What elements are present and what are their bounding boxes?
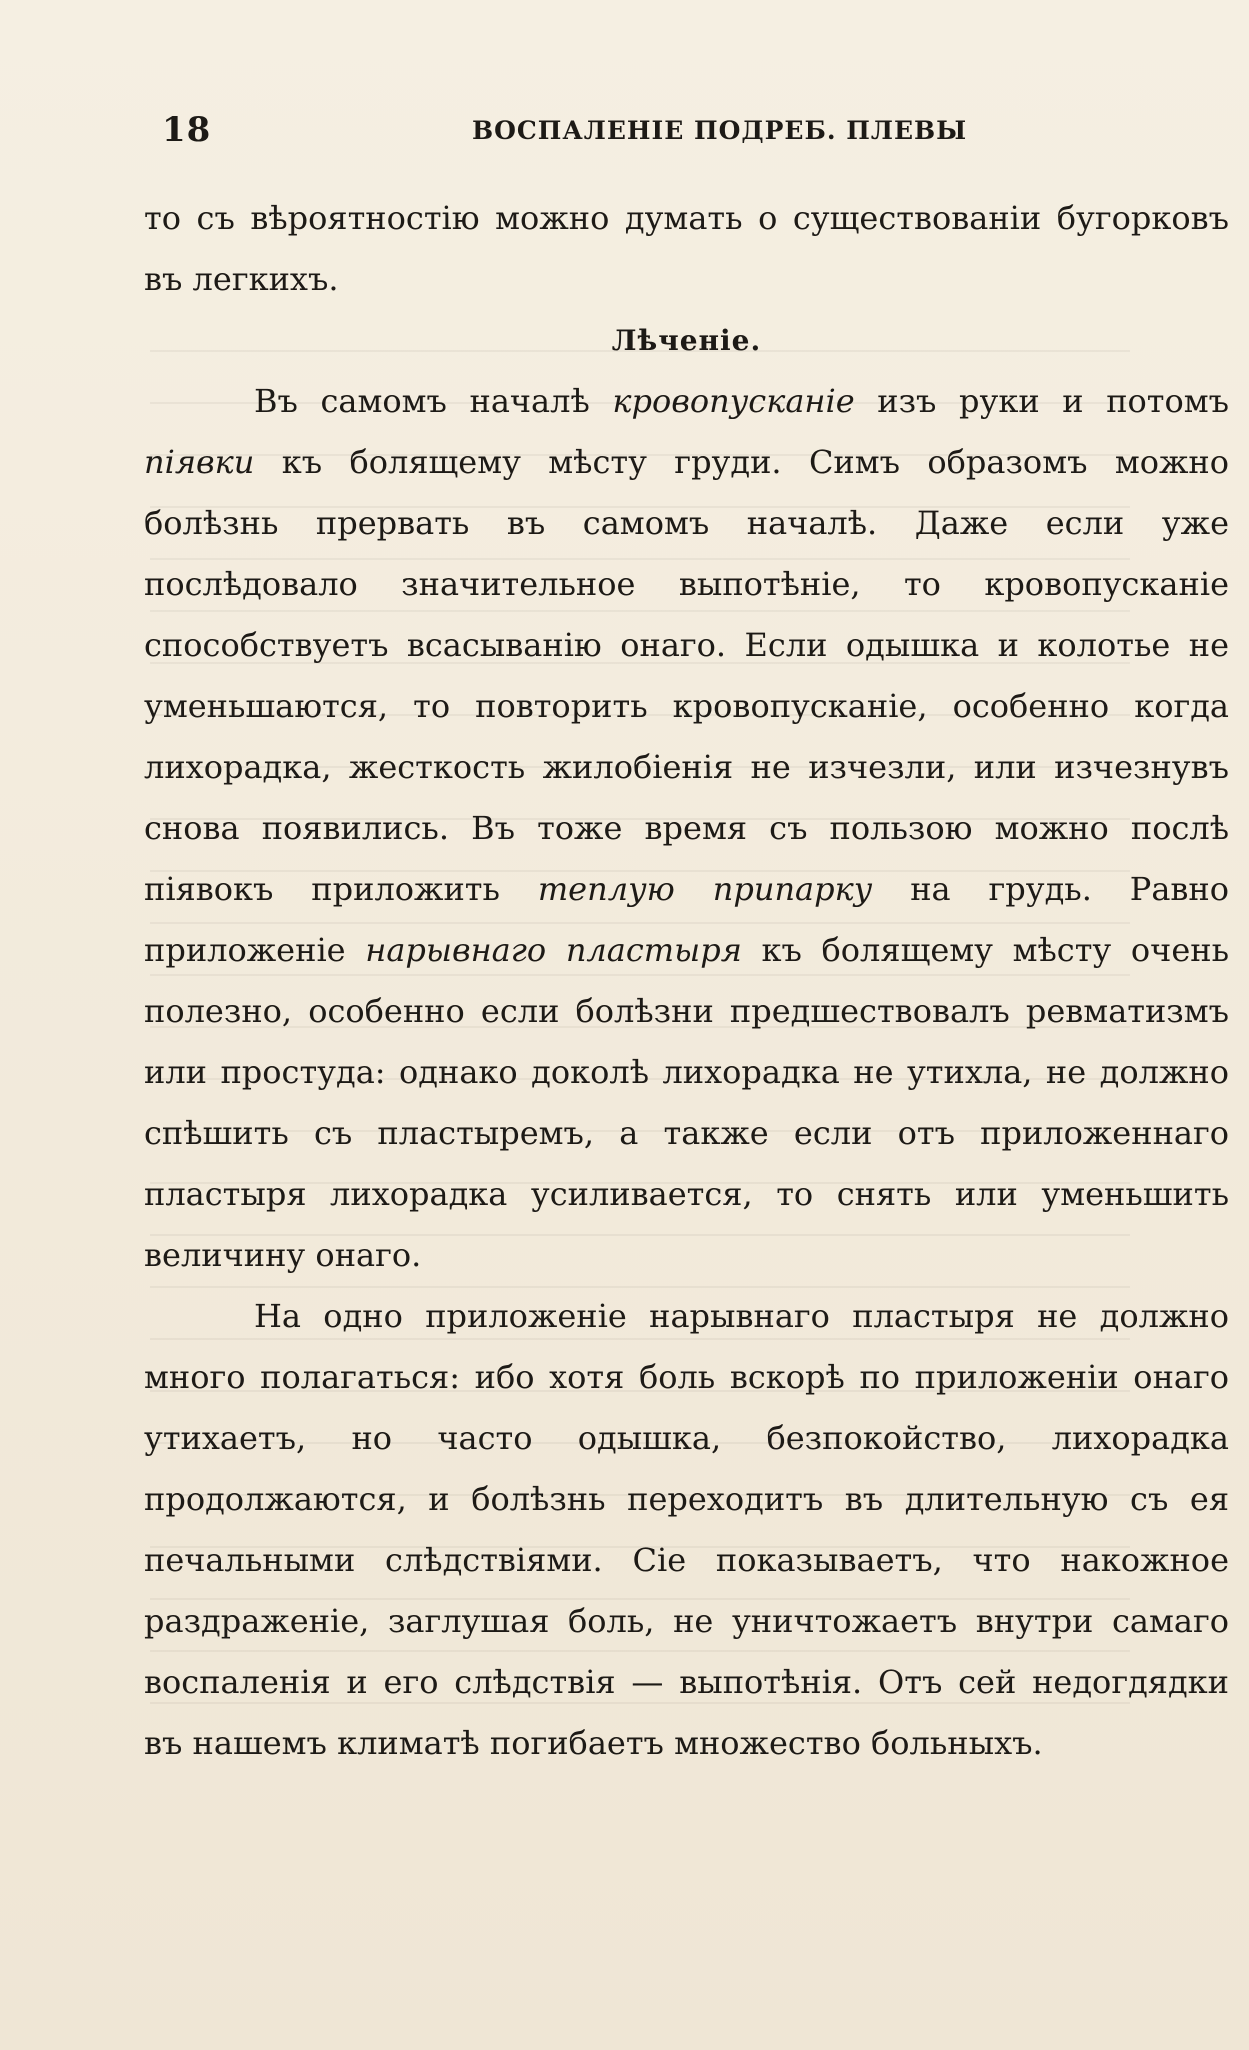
section-heading: Лѣченіе.	[611, 324, 762, 357]
running-head	[162, 110, 982, 154]
page-text	[144, 188, 1229, 1774]
page-number: 18	[162, 110, 212, 150]
running-title: ВОСПАЛЕНІЕ ПОДРЕБ. ПЛЕВЫ	[472, 116, 968, 145]
text-run: къ болящему мѣсту груди. Симъ образомъ можно болѣзнь прервать въ самомъ началѣ. Даже если уже послѣдовало значительное выпотѣніе, то кровопусканіе способствуетъ всасыванію онаго. Если одышка и колотье не уменьшаются, то повторить кровопусканіе, особенно когда лихорадка, жесткость жилобіенія не изчезли, или изчезнувъ снова появились. Въ тоже время съ пользою можно послѣ піявокъ приложить	[144, 443, 1229, 908]
italic-term-blister-plaster: нарывнаго пластыря	[365, 931, 742, 969]
text-run: на грудь. Равно приложеніе	[144, 870, 1229, 969]
italic-term-leeches: піявки	[144, 443, 255, 481]
italic-term-bloodletting: кровопусканіе	[612, 382, 855, 420]
text-run: изъ руки и потомъ	[854, 382, 1230, 420]
italic-term-poultice: теплую припарку	[537, 870, 873, 908]
continuation-paragraph: то съ вѣроятностію можно думать о существованіи бугорковъ въ легкихъ.	[144, 199, 1229, 298]
text-run: къ болящему мѣсту очень полезно, особенно если болѣзни предшествовалъ ревматизмъ или простуда: однако доколѣ лихорадка не утихла, не должно спѣшить съ пластыремъ, а также если отъ приложеннаго пластыря лихорадка усиливается, то снять или уменьшить величину онаго.	[144, 931, 1229, 1274]
blister-warning-paragraph: На одно приложеніе нарывнаго пластыря не должно много полагаться: ибо хотя боль вскорѣ по приложеніи онаго утихаетъ, но часто одышка, безпокойство, лихорадка продолжаются, и болѣзнь переходитъ въ длительную съ ея печальными слѣдствіями. Сіе показываетъ, что накожное раздраженіе, заглушая боль, не уничтожаетъ внутри самаго воспаленія и его слѣдствія — выпотѣнія. Отъ сей недогдядки въ нашемъ климатѣ погибаетъ множество больныхъ.	[144, 1297, 1229, 1762]
text-run: Въ самомъ началѣ	[254, 382, 613, 420]
treatment-paragraph	[144, 371, 1229, 1286]
